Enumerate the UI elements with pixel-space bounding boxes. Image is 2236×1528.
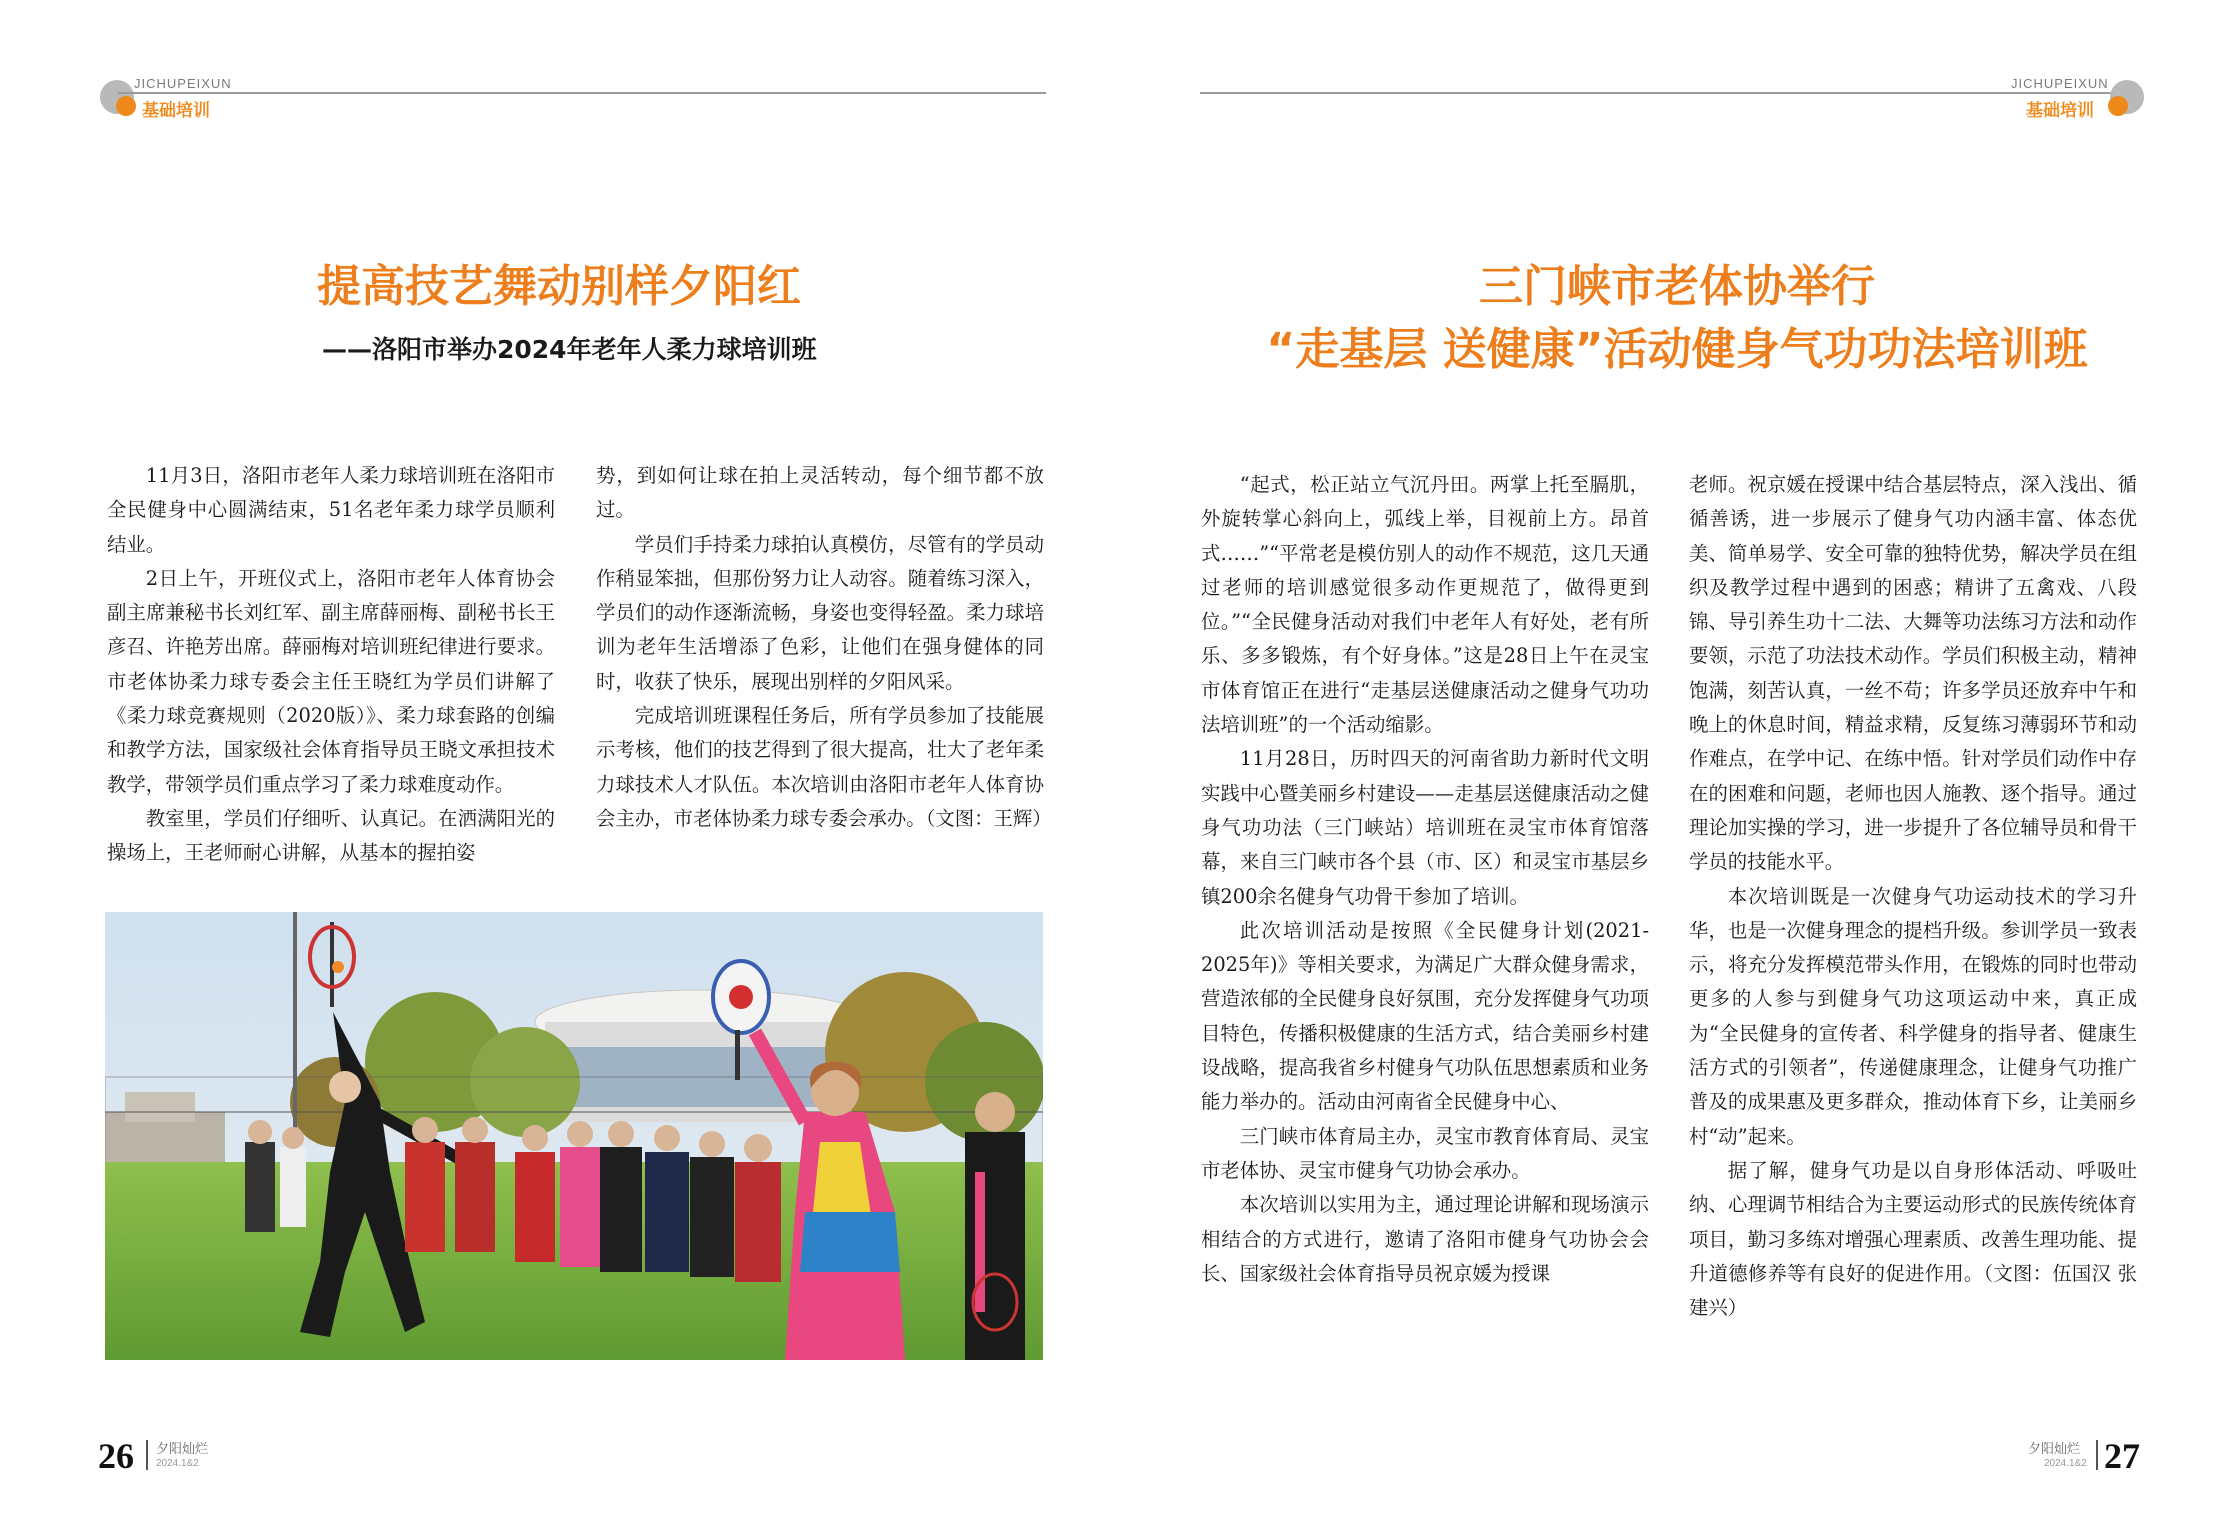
article-title-line-2: “走基层 送健康”活动健身气功功法培训班 xyxy=(1266,324,2088,375)
article-subtitle: ——洛阳市举办2024年老年人柔力球培训班 xyxy=(322,335,817,364)
paragraph: 此次培训活动是按照《全民健身计划(2021-2025年)》等相关要求，为满足广大群众健身需求，营造浓郁的全民健身良好氛围，充分发挥健身气功项目特色，传播积极健康的生活方式，结合美丽乡村建设战略，提高我省乡村健身气功队伍思想素质和业务能力举办的。活动由河南省全民健身中心、 xyxy=(1201,918,1649,1114)
footer-divider xyxy=(2096,1440,2098,1470)
magazine-name: 夕阳灿烂 xyxy=(2028,1442,2081,1457)
section-label-en: JICHUPEIXUN xyxy=(134,76,232,91)
header-rule xyxy=(1200,92,2128,94)
article-photo xyxy=(105,912,1043,1360)
left-article-column-2 xyxy=(596,459,1052,836)
right-page xyxy=(1118,0,2236,1528)
article-title: 提高技艺舞动别样夕阳红 xyxy=(317,261,801,312)
section-label-cn: 基础培训 xyxy=(142,101,210,121)
paragraph: 11月3日，洛阳市老年人柔力球培训班在洛阳市全民健身中心圆满结束，51名老年柔力球学员顺利结业。 xyxy=(107,464,555,556)
paragraph: 本次培训既是一次健身气功运动技术的学习升华，也是一次健身理念的提档升级。参训学员一致表示，将充分发挥模范带头作用，在锻炼的同时也带动更多的人参与到健身气功这项运动中来，真正成为“全民健身的宣传者、科学健身的指导者、健康生活方式的引领者”，传递健康理念，让健身气功推广普及的成果惠及更多群众，推动体育下乡，让美丽乡村“动”起来。 xyxy=(1689,884,2137,1148)
photo-illustration xyxy=(105,912,1043,1360)
header-rule xyxy=(118,92,1046,94)
right-article-column-1 xyxy=(1201,468,1649,1291)
paragraph: 据了解，健身气功是以自身形体活动、呼吸吐纳、心理调节相结合为主要运动形式的民族传统体育项目，勤习多练对增强心理素质、改善生理功能、提升道德修养等有良好的促进作用。（文图：伍国汉 张建兴） xyxy=(1689,1158,2137,1320)
section-label-en: JICHUPEIXUN xyxy=(2011,76,2109,91)
right-article-column-2 xyxy=(1689,468,2137,1325)
header-dot-decoration xyxy=(2108,96,2128,116)
header-dot-decoration xyxy=(116,96,136,116)
page-number: 26 xyxy=(98,1436,134,1476)
paragraph: 三门峡市体育局主办，灵宝市教育体育局、灵宝市老体协、灵宝市健身气功协会承办。 xyxy=(1201,1124,1649,1182)
paragraph: 11月28日，历时四天的河南省助力新时代文明实践中心暨美丽乡村建设——走基层送健康活动之健身气功功法（三门峡站）培训班在灵宝市体育馆落幕，来自三门峡市各个县（市、区）和灵宝市基层乡镇200余名健身气功骨干参加了培训。 xyxy=(1201,747,1649,908)
paragraph: 势，到如何让球在拍上灵活转动，每个细节都不放过。 xyxy=(596,464,1044,522)
paragraph: 本次培训以实用为主，通过理论讲解和现场演示相结合的方式进行，邀请了洛阳市健身气功协会会长、国家级社会体育指导员祝京媛为授课 xyxy=(1201,1193,1649,1285)
footer-divider xyxy=(146,1440,148,1470)
paragraph: 完成培训班课程任务后，所有学员参加了技能展示考核，他们的技艺得到了很大提高，壮大了老年柔力球技术人才队伍。本次培训由洛阳市老年人体育协会主办，市老体协柔力球专委会承办。（文图：王辉） xyxy=(596,704,1052,830)
paragraph: “起式，松正站立气沉丹田。两掌上托至膈肌，外旋转掌心斜向上，弧线上举，目视前上方。昂首式……”“平常老是模仿别人的动作不规范，这几天通过老师的培训感觉很多动作更规范了，做得更到位。”“全民健身活动对我们中老年人有好处，老有所乐、多多锻炼，有个好身体。”这是28日上午在灵宝市体育馆正在进行“走基层送健康活动之健身气功功法培训班”的一个活动缩影。 xyxy=(1201,473,1649,737)
page-number: 27 xyxy=(2104,1436,2140,1476)
paragraph: 老师。祝京媛在授课中结合基层特点，深入浅出、循循善诱，进一步展示了健身气功内涵丰富、体态优美、简单易学、安全可靠的独特优势，解决学员在组织及教学过程中遇到的困惑；精讲了五禽戏、八段锦、导引养生功十二法、大舞等功法练习方法和动作要领，示范了功法技术动作。学员们积极主动，精神饱满，刻苦认真，一丝不苟；许多学员还放弃中午和晚上的休息时间，精益求精，反复练习薄弱环节和动作难点，在学中记、在练中悟。针对学员们动作中存在的困难和问题，老师也因人施教、逐个指导。通过理论加实操的学习，进一步提升了各位辅导员和骨干学员的技能水平。 xyxy=(1689,473,2137,874)
magazine-name: 夕阳灿烂 xyxy=(156,1442,209,1457)
left-article-column-1 xyxy=(107,459,555,871)
paragraph: 学员们手持柔力球拍认真模仿，尽管有的学员动作稍显笨拙，但那份努力让人动容。随着练习深入，学员们的动作逐渐流畅，身姿也变得轻盈。柔力球培训为老年生活增添了色彩，让他们在强身健体的同时，收获了快乐，展现出别样的夕阳风采。 xyxy=(596,532,1044,693)
issue-number: 2024.1&2 xyxy=(156,1458,199,1469)
issue-number: 2024.1&2 xyxy=(2044,1458,2087,1469)
paragraph: 教室里，学员们仔细听、认真记。在洒满阳光的操场上，王老师耐心讲解，从基本的握拍姿 xyxy=(107,806,555,865)
paragraph: 2日上午，开班仪式上，洛阳市老年人体育协会副主席兼秘书长刘红军、副主席薛丽梅、副秘书长王彦召、许艳芳出席。薛丽梅对培训班纪律进行要求。市老体协柔力球专委会主任王晓红为学员们讲解了《柔力球竞赛规则（2020版）》、柔力球套路的创编和教学方法，国家级社会体育指导员王晓文承担技术教学，带领学员们重点学习了柔力球难度动作。 xyxy=(107,566,555,796)
section-label-cn: 基础培训 xyxy=(2026,101,2094,121)
article-title-line-1: 三门峡市老体协举行 xyxy=(1479,261,1875,312)
